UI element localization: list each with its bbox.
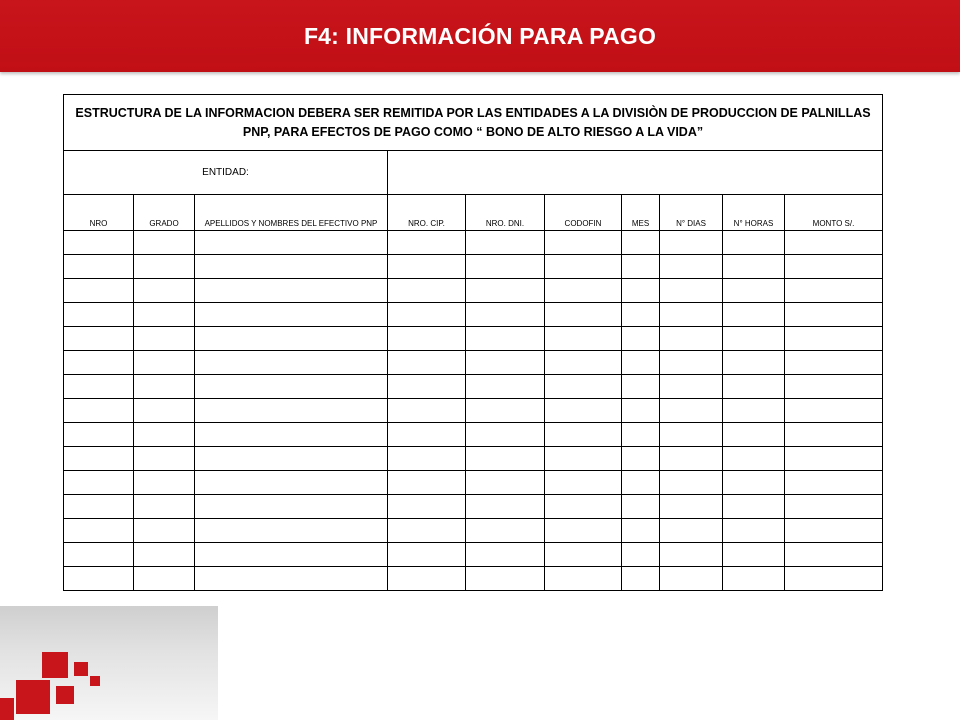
table-cell[interactable] [545,327,622,351]
table-cell[interactable] [134,231,195,255]
table-row [64,567,883,591]
column-header: NRO [64,195,134,231]
table-cell[interactable] [195,471,388,495]
payment-info-table [63,94,883,591]
table-cell[interactable] [195,447,388,471]
table-cell[interactable] [195,255,388,279]
table-cell[interactable] [64,255,134,279]
table-cell[interactable] [388,279,466,303]
table-cell[interactable] [466,231,545,255]
table-cell[interactable] [466,519,545,543]
heading-row [64,95,883,151]
table-cell[interactable] [723,399,785,423]
table-cell[interactable] [466,255,545,279]
column-header: N° HORAS [723,195,785,231]
table-cell[interactable] [785,351,883,375]
table-cell[interactable] [466,567,545,591]
table-cell[interactable] [64,567,134,591]
table-cell[interactable] [388,399,466,423]
table-cell[interactable] [785,279,883,303]
table-cell[interactable] [660,519,723,543]
table-cell[interactable] [785,231,883,255]
table-cell[interactable] [545,543,622,567]
table-cell[interactable] [195,231,388,255]
table-cell[interactable] [545,519,622,543]
table-cell[interactable] [785,543,883,567]
column-header: NRO. DNI. [466,195,545,231]
table-cell[interactable] [134,399,195,423]
table-cell[interactable] [388,495,466,519]
table-cell[interactable] [466,303,545,327]
table-cell[interactable] [545,447,622,471]
table-cell[interactable] [134,255,195,279]
table-cell[interactable] [622,375,660,399]
table-cell[interactable] [64,303,134,327]
table-cell[interactable] [622,327,660,351]
logo-block-3 [90,676,100,686]
column-header: NRO. CIP. [388,195,466,231]
table-cell[interactable] [195,399,388,423]
table-cell[interactable] [660,303,723,327]
table-cell[interactable] [723,255,785,279]
table-cell[interactable] [388,327,466,351]
table-cell[interactable] [785,447,883,471]
table-cell[interactable] [785,327,883,351]
table-cell[interactable] [466,327,545,351]
table-cell[interactable] [723,327,785,351]
table-cell[interactable] [64,495,134,519]
table-cell[interactable] [195,519,388,543]
table-cell[interactable] [64,543,134,567]
table-row [64,447,883,471]
table-cell[interactable] [134,375,195,399]
table-cell[interactable] [134,327,195,351]
table-cell[interactable] [195,543,388,567]
table-cell[interactable] [134,519,195,543]
table-cell[interactable] [134,447,195,471]
table-cell[interactable] [622,495,660,519]
table-cell[interactable] [785,399,883,423]
column-header: GRADO [134,195,195,231]
table-cell[interactable] [622,543,660,567]
table-row [64,471,883,495]
logo-block-6 [0,698,14,720]
table-cell[interactable] [134,495,195,519]
table-cell[interactable] [134,423,195,447]
table-cell[interactable] [660,231,723,255]
table-cell[interactable] [660,279,723,303]
table-cell[interactable] [622,423,660,447]
form-heading: ESTRUCTURA DE LA INFORMACION DEBERA SER REMITIDA POR LAS ENTIDADES A LA DIVISIÒN DE PRODUCCION DE PALNILLAS PNP, PARA EFECTOS DE PAGO COMO “ BONO DE ALTO RIESGO A LA VIDA” [64,95,883,151]
table-cell[interactable] [660,447,723,471]
column-header: MES [622,195,660,231]
table-cell[interactable] [660,327,723,351]
table-row [64,327,883,351]
table-cell[interactable] [64,423,134,447]
table-cell[interactable] [195,567,388,591]
table-cell[interactable] [134,567,195,591]
entity-field[interactable] [388,151,883,195]
table-cell[interactable] [466,279,545,303]
table-row [64,351,883,375]
table-cell[interactable] [785,375,883,399]
table-cell[interactable] [388,351,466,375]
table-cell[interactable] [388,447,466,471]
table-cell[interactable] [723,375,785,399]
table-row [64,231,883,255]
table-cell[interactable] [545,471,622,495]
table-cell[interactable] [545,231,622,255]
table-cell[interactable] [134,543,195,567]
table-cell[interactable] [195,375,388,399]
table-row [64,495,883,519]
table-cell[interactable] [785,303,883,327]
table-cell[interactable] [388,543,466,567]
table-cell[interactable] [388,519,466,543]
table-cell[interactable] [64,519,134,543]
table-cell[interactable] [64,399,134,423]
table-cell[interactable] [660,423,723,447]
table-cell[interactable] [622,399,660,423]
logo-block-1 [42,652,68,678]
table-cell[interactable] [388,567,466,591]
table-cell[interactable] [545,567,622,591]
table-cell[interactable] [466,447,545,471]
entity-label: ENTIDAD: [64,151,388,195]
table-cell[interactable] [134,303,195,327]
table-cell[interactable] [723,567,785,591]
table-cell[interactable] [545,399,622,423]
logo-block-2 [74,662,88,676]
table-cell[interactable] [660,375,723,399]
table-cell[interactable] [545,495,622,519]
table-cell[interactable] [660,567,723,591]
table-cell[interactable] [622,303,660,327]
table-cell[interactable] [545,303,622,327]
table-cell[interactable] [195,423,388,447]
table-cell[interactable] [64,447,134,471]
table-cell[interactable] [622,255,660,279]
table-cell[interactable] [64,471,134,495]
table-cell[interactable] [660,543,723,567]
column-header: APELLIDOS Y NOMBRES DEL EFECTIVO PNP [195,195,388,231]
table-cell[interactable] [134,351,195,375]
table-row [64,543,883,567]
table-cell[interactable] [388,423,466,447]
table-cell[interactable] [723,423,785,447]
table-cell[interactable] [785,495,883,519]
table-cell[interactable] [622,279,660,303]
table-cell[interactable] [64,351,134,375]
column-header-row [64,195,883,231]
table-cell[interactable] [195,303,388,327]
table-cell[interactable] [723,231,785,255]
table-cell[interactable] [660,351,723,375]
table-cell[interactable] [785,567,883,591]
table-cell[interactable] [466,471,545,495]
table-cell[interactable] [466,543,545,567]
table-cell[interactable] [466,495,545,519]
table-row [64,255,883,279]
table-cell[interactable] [466,399,545,423]
column-header: CODOFIN [545,195,622,231]
table-cell[interactable] [466,351,545,375]
table-cell[interactable] [545,255,622,279]
entity-row [64,151,883,195]
table-cell[interactable] [785,255,883,279]
table-cell[interactable] [622,567,660,591]
table-cell[interactable] [64,231,134,255]
table-cell[interactable] [64,375,134,399]
table-cell[interactable] [195,495,388,519]
table-cell[interactable] [545,351,622,375]
table-cell[interactable] [785,519,883,543]
table-cell[interactable] [466,423,545,447]
table-cell[interactable] [195,327,388,351]
table-cell[interactable] [723,279,785,303]
column-header: N° DIAS [660,195,723,231]
table-cell[interactable] [545,279,622,303]
table-cell[interactable] [622,447,660,471]
table-cell[interactable] [545,375,622,399]
table-cell[interactable] [622,519,660,543]
table-row [64,423,883,447]
table-cell[interactable] [195,351,388,375]
table-cell[interactable] [388,303,466,327]
table-cell[interactable] [723,495,785,519]
table-row [64,279,883,303]
title-bar [0,0,960,72]
table-cell[interactable] [388,255,466,279]
table-cell[interactable] [466,375,545,399]
table-cell[interactable] [545,423,622,447]
table-cell[interactable] [195,279,388,303]
table-cell[interactable] [660,471,723,495]
table-cell[interactable] [723,351,785,375]
table-row [64,375,883,399]
table-cell[interactable] [134,279,195,303]
table-cell[interactable] [660,255,723,279]
table-cell[interactable] [64,327,134,351]
page-title: F4: INFORMACIÓN PARA PAGO [303,23,657,49]
table-cell[interactable] [622,231,660,255]
table-row [64,519,883,543]
table-cell[interactable] [723,447,785,471]
table-row [64,303,883,327]
table-cell[interactable] [785,423,883,447]
table-cell[interactable] [785,471,883,495]
red-pixel-logo-icon [0,640,110,720]
logo-block-5 [56,686,74,704]
table-cell[interactable] [723,519,785,543]
table-cell[interactable] [622,351,660,375]
table-cell[interactable] [388,471,466,495]
table-row [64,399,883,423]
table-cell[interactable] [723,303,785,327]
table-cell[interactable] [723,471,785,495]
table-cell[interactable] [64,279,134,303]
table-cell[interactable] [388,375,466,399]
table-cell[interactable] [622,471,660,495]
column-header: MONTO S/. [785,195,883,231]
table-cell[interactable] [660,399,723,423]
table-cell[interactable] [388,231,466,255]
table-cell[interactable] [134,471,195,495]
table-cell[interactable] [723,543,785,567]
table-cell[interactable] [660,495,723,519]
logo-block-4 [16,680,50,714]
